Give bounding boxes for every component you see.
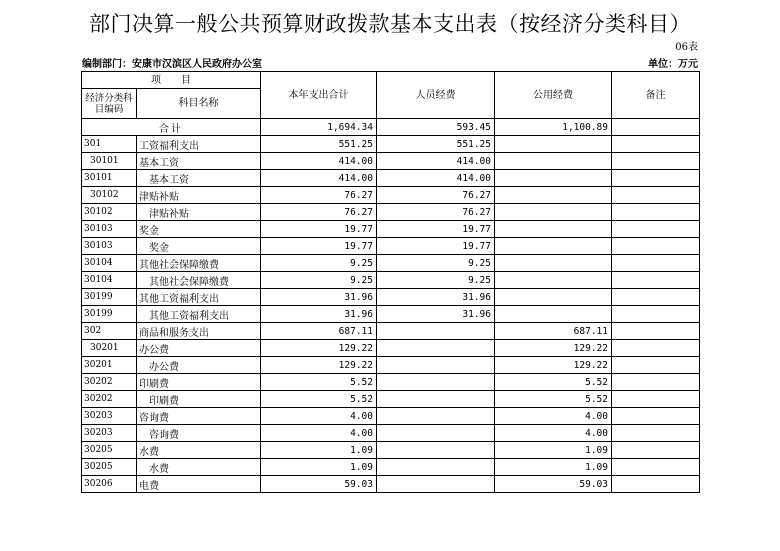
row-total: 5.52 bbox=[261, 391, 377, 408]
row-code: 302 bbox=[82, 323, 137, 340]
row-note bbox=[612, 442, 700, 459]
row-code: 30205 bbox=[82, 442, 137, 459]
row-personnel bbox=[377, 357, 495, 374]
row-name: 水费 bbox=[137, 459, 261, 476]
row-public bbox=[495, 204, 612, 221]
row-note bbox=[612, 357, 700, 374]
table-row bbox=[82, 238, 700, 255]
row-total: 1.09 bbox=[261, 459, 377, 476]
row-name: 咨询费 bbox=[137, 425, 261, 442]
table-row bbox=[82, 425, 700, 442]
row-personnel: 551.25 bbox=[377, 136, 495, 153]
row-total: 129.22 bbox=[261, 340, 377, 357]
row-name: 奖金 bbox=[137, 221, 261, 238]
row-name: 咨询费 bbox=[137, 408, 261, 425]
row-personnel bbox=[377, 374, 495, 391]
row-personnel: 76.27 bbox=[377, 204, 495, 221]
row-total: 4.00 bbox=[261, 408, 377, 425]
row-note bbox=[612, 187, 700, 204]
row-note bbox=[612, 374, 700, 391]
header-total: 本年支出合计 bbox=[261, 72, 377, 119]
row-code: 30203 bbox=[82, 408, 137, 425]
table-row bbox=[82, 153, 700, 170]
row-note bbox=[612, 289, 700, 306]
header-name: 科目名称 bbox=[137, 89, 261, 119]
row-public: 5.52 bbox=[495, 374, 612, 391]
row-code: 30102 bbox=[82, 204, 137, 221]
row-public bbox=[495, 221, 612, 238]
row-personnel: 414.00 bbox=[377, 153, 495, 170]
row-public bbox=[495, 255, 612, 272]
unit-label: 单位：万元 bbox=[648, 59, 698, 70]
table-row bbox=[82, 476, 700, 493]
row-code: 30202 bbox=[82, 391, 137, 408]
header-code: 经济分类科目编码 bbox=[82, 89, 137, 119]
row-name: 印刷费 bbox=[137, 374, 261, 391]
row-total: 551.25 bbox=[261, 136, 377, 153]
row-public bbox=[495, 153, 612, 170]
row-code: 30102 bbox=[82, 187, 137, 204]
row-public: 129.22 bbox=[495, 357, 612, 374]
row-code: 30201 bbox=[82, 340, 137, 357]
row-personnel: 9.25 bbox=[377, 272, 495, 289]
table-row bbox=[82, 289, 700, 306]
row-total: 31.96 bbox=[261, 289, 377, 306]
table-row bbox=[82, 357, 700, 374]
row-name: 津贴补贴 bbox=[137, 187, 261, 204]
table-row bbox=[82, 442, 700, 459]
row-total: 1.09 bbox=[261, 442, 377, 459]
row-total: 19.77 bbox=[261, 221, 377, 238]
row-code: 30205 bbox=[82, 459, 137, 476]
table-row bbox=[82, 459, 700, 476]
row-personnel bbox=[377, 323, 495, 340]
row-public: 4.00 bbox=[495, 425, 612, 442]
row-public bbox=[495, 289, 612, 306]
row-name: 水费 bbox=[137, 442, 261, 459]
row-note bbox=[612, 340, 700, 357]
table-row bbox=[82, 187, 700, 204]
table-row bbox=[82, 340, 700, 357]
table-row bbox=[82, 221, 700, 238]
row-name: 办公费 bbox=[137, 340, 261, 357]
total-row bbox=[82, 119, 700, 136]
row-code: 30199 bbox=[82, 289, 137, 306]
row-public: 4.00 bbox=[495, 408, 612, 425]
row-name: 津贴补贴 bbox=[137, 204, 261, 221]
row-note bbox=[612, 272, 700, 289]
total-public: 1,100.89 bbox=[495, 119, 612, 136]
row-name: 电费 bbox=[137, 476, 261, 493]
row-personnel bbox=[377, 391, 495, 408]
row-code: 30206 bbox=[82, 476, 137, 493]
row-public bbox=[495, 306, 612, 323]
row-total: 687.11 bbox=[261, 323, 377, 340]
row-personnel bbox=[377, 442, 495, 459]
page-title: 部门决算一般公共预算财政拨款基本支出表（按经济分类科目） bbox=[89, 12, 691, 36]
row-name: 其他工资福利支出 bbox=[137, 306, 261, 323]
row-personnel: 76.27 bbox=[377, 187, 495, 204]
row-note bbox=[612, 238, 700, 255]
row-note bbox=[612, 459, 700, 476]
row-name: 印刷费 bbox=[137, 391, 261, 408]
row-personnel: 19.77 bbox=[377, 238, 495, 255]
table-row bbox=[82, 170, 700, 187]
row-public: 1.09 bbox=[495, 459, 612, 476]
row-note bbox=[612, 306, 700, 323]
table-row bbox=[82, 323, 700, 340]
row-personnel: 9.25 bbox=[377, 255, 495, 272]
row-total: 4.00 bbox=[261, 425, 377, 442]
row-personnel bbox=[377, 408, 495, 425]
row-public bbox=[495, 187, 612, 204]
row-code: 30201 bbox=[82, 357, 137, 374]
row-public bbox=[495, 272, 612, 289]
row-name: 其他社会保障缴费 bbox=[137, 255, 261, 272]
row-personnel: 31.96 bbox=[377, 306, 495, 323]
table-row bbox=[82, 136, 700, 153]
row-total: 129.22 bbox=[261, 357, 377, 374]
row-code: 30103 bbox=[82, 221, 137, 238]
header-personnel: 人员经费 bbox=[377, 72, 495, 119]
table-row bbox=[82, 374, 700, 391]
row-total: 5.52 bbox=[261, 374, 377, 391]
row-public bbox=[495, 238, 612, 255]
row-note bbox=[612, 408, 700, 425]
row-total: 59.03 bbox=[261, 476, 377, 493]
row-name: 办公费 bbox=[137, 357, 261, 374]
row-public bbox=[495, 170, 612, 187]
row-personnel bbox=[377, 476, 495, 493]
row-code: 301 bbox=[82, 136, 137, 153]
row-name: 奖金 bbox=[137, 238, 261, 255]
row-name: 基本工资 bbox=[137, 170, 261, 187]
row-total: 76.27 bbox=[261, 187, 377, 204]
total-sum: 1,694.34 bbox=[261, 119, 377, 136]
header-item: 项 目 bbox=[82, 72, 261, 89]
row-personnel bbox=[377, 425, 495, 442]
table-row bbox=[82, 306, 700, 323]
row-name: 工资福利支出 bbox=[137, 136, 261, 153]
row-personnel: 414.00 bbox=[377, 170, 495, 187]
row-note bbox=[612, 170, 700, 187]
row-public: 687.11 bbox=[495, 323, 612, 340]
row-code: 30202 bbox=[82, 374, 137, 391]
row-total: 414.00 bbox=[261, 153, 377, 170]
row-total: 76.27 bbox=[261, 204, 377, 221]
row-note bbox=[612, 136, 700, 153]
table-row bbox=[82, 255, 700, 272]
row-code: 30101 bbox=[82, 170, 137, 187]
form-number: 06表 bbox=[675, 42, 698, 53]
expenditure-table bbox=[81, 71, 700, 493]
total-personnel: 593.45 bbox=[377, 119, 495, 136]
header-note: 备注 bbox=[612, 72, 700, 119]
row-code: 30104 bbox=[82, 272, 137, 289]
row-total: 19.77 bbox=[261, 238, 377, 255]
row-total: 414.00 bbox=[261, 170, 377, 187]
table-row bbox=[82, 204, 700, 221]
row-note bbox=[612, 204, 700, 221]
row-note bbox=[612, 255, 700, 272]
total-label: 合计 bbox=[82, 119, 261, 136]
row-note bbox=[612, 476, 700, 493]
row-public: 5.52 bbox=[495, 391, 612, 408]
row-code: 30101 bbox=[82, 153, 137, 170]
row-note bbox=[612, 221, 700, 238]
total-note bbox=[612, 119, 700, 136]
row-code: 30199 bbox=[82, 306, 137, 323]
table-row bbox=[82, 272, 700, 289]
department-label: 编制部门：安康市汉滨区人民政府办公室 bbox=[82, 59, 262, 70]
row-total: 31.96 bbox=[261, 306, 377, 323]
row-personnel: 31.96 bbox=[377, 289, 495, 306]
table-row bbox=[82, 391, 700, 408]
row-public bbox=[495, 136, 612, 153]
row-note bbox=[612, 425, 700, 442]
row-total: 9.25 bbox=[261, 272, 377, 289]
table-row bbox=[82, 408, 700, 425]
row-personnel: 19.77 bbox=[377, 221, 495, 238]
row-public: 59.03 bbox=[495, 476, 612, 493]
row-personnel bbox=[377, 459, 495, 476]
row-personnel bbox=[377, 340, 495, 357]
row-public: 129.22 bbox=[495, 340, 612, 357]
row-note bbox=[612, 391, 700, 408]
row-name: 基本工资 bbox=[137, 153, 261, 170]
row-code: 30103 bbox=[82, 238, 137, 255]
header-public: 公用经费 bbox=[495, 72, 612, 119]
row-name: 其他工资福利支出 bbox=[137, 289, 261, 306]
row-code: 30104 bbox=[82, 255, 137, 272]
row-note bbox=[612, 323, 700, 340]
row-name: 其他社会保障缴费 bbox=[137, 272, 261, 289]
row-note bbox=[612, 153, 700, 170]
row-name: 商品和服务支出 bbox=[137, 323, 261, 340]
row-public: 1.09 bbox=[495, 442, 612, 459]
row-code: 30203 bbox=[82, 425, 137, 442]
row-total: 9.25 bbox=[261, 255, 377, 272]
